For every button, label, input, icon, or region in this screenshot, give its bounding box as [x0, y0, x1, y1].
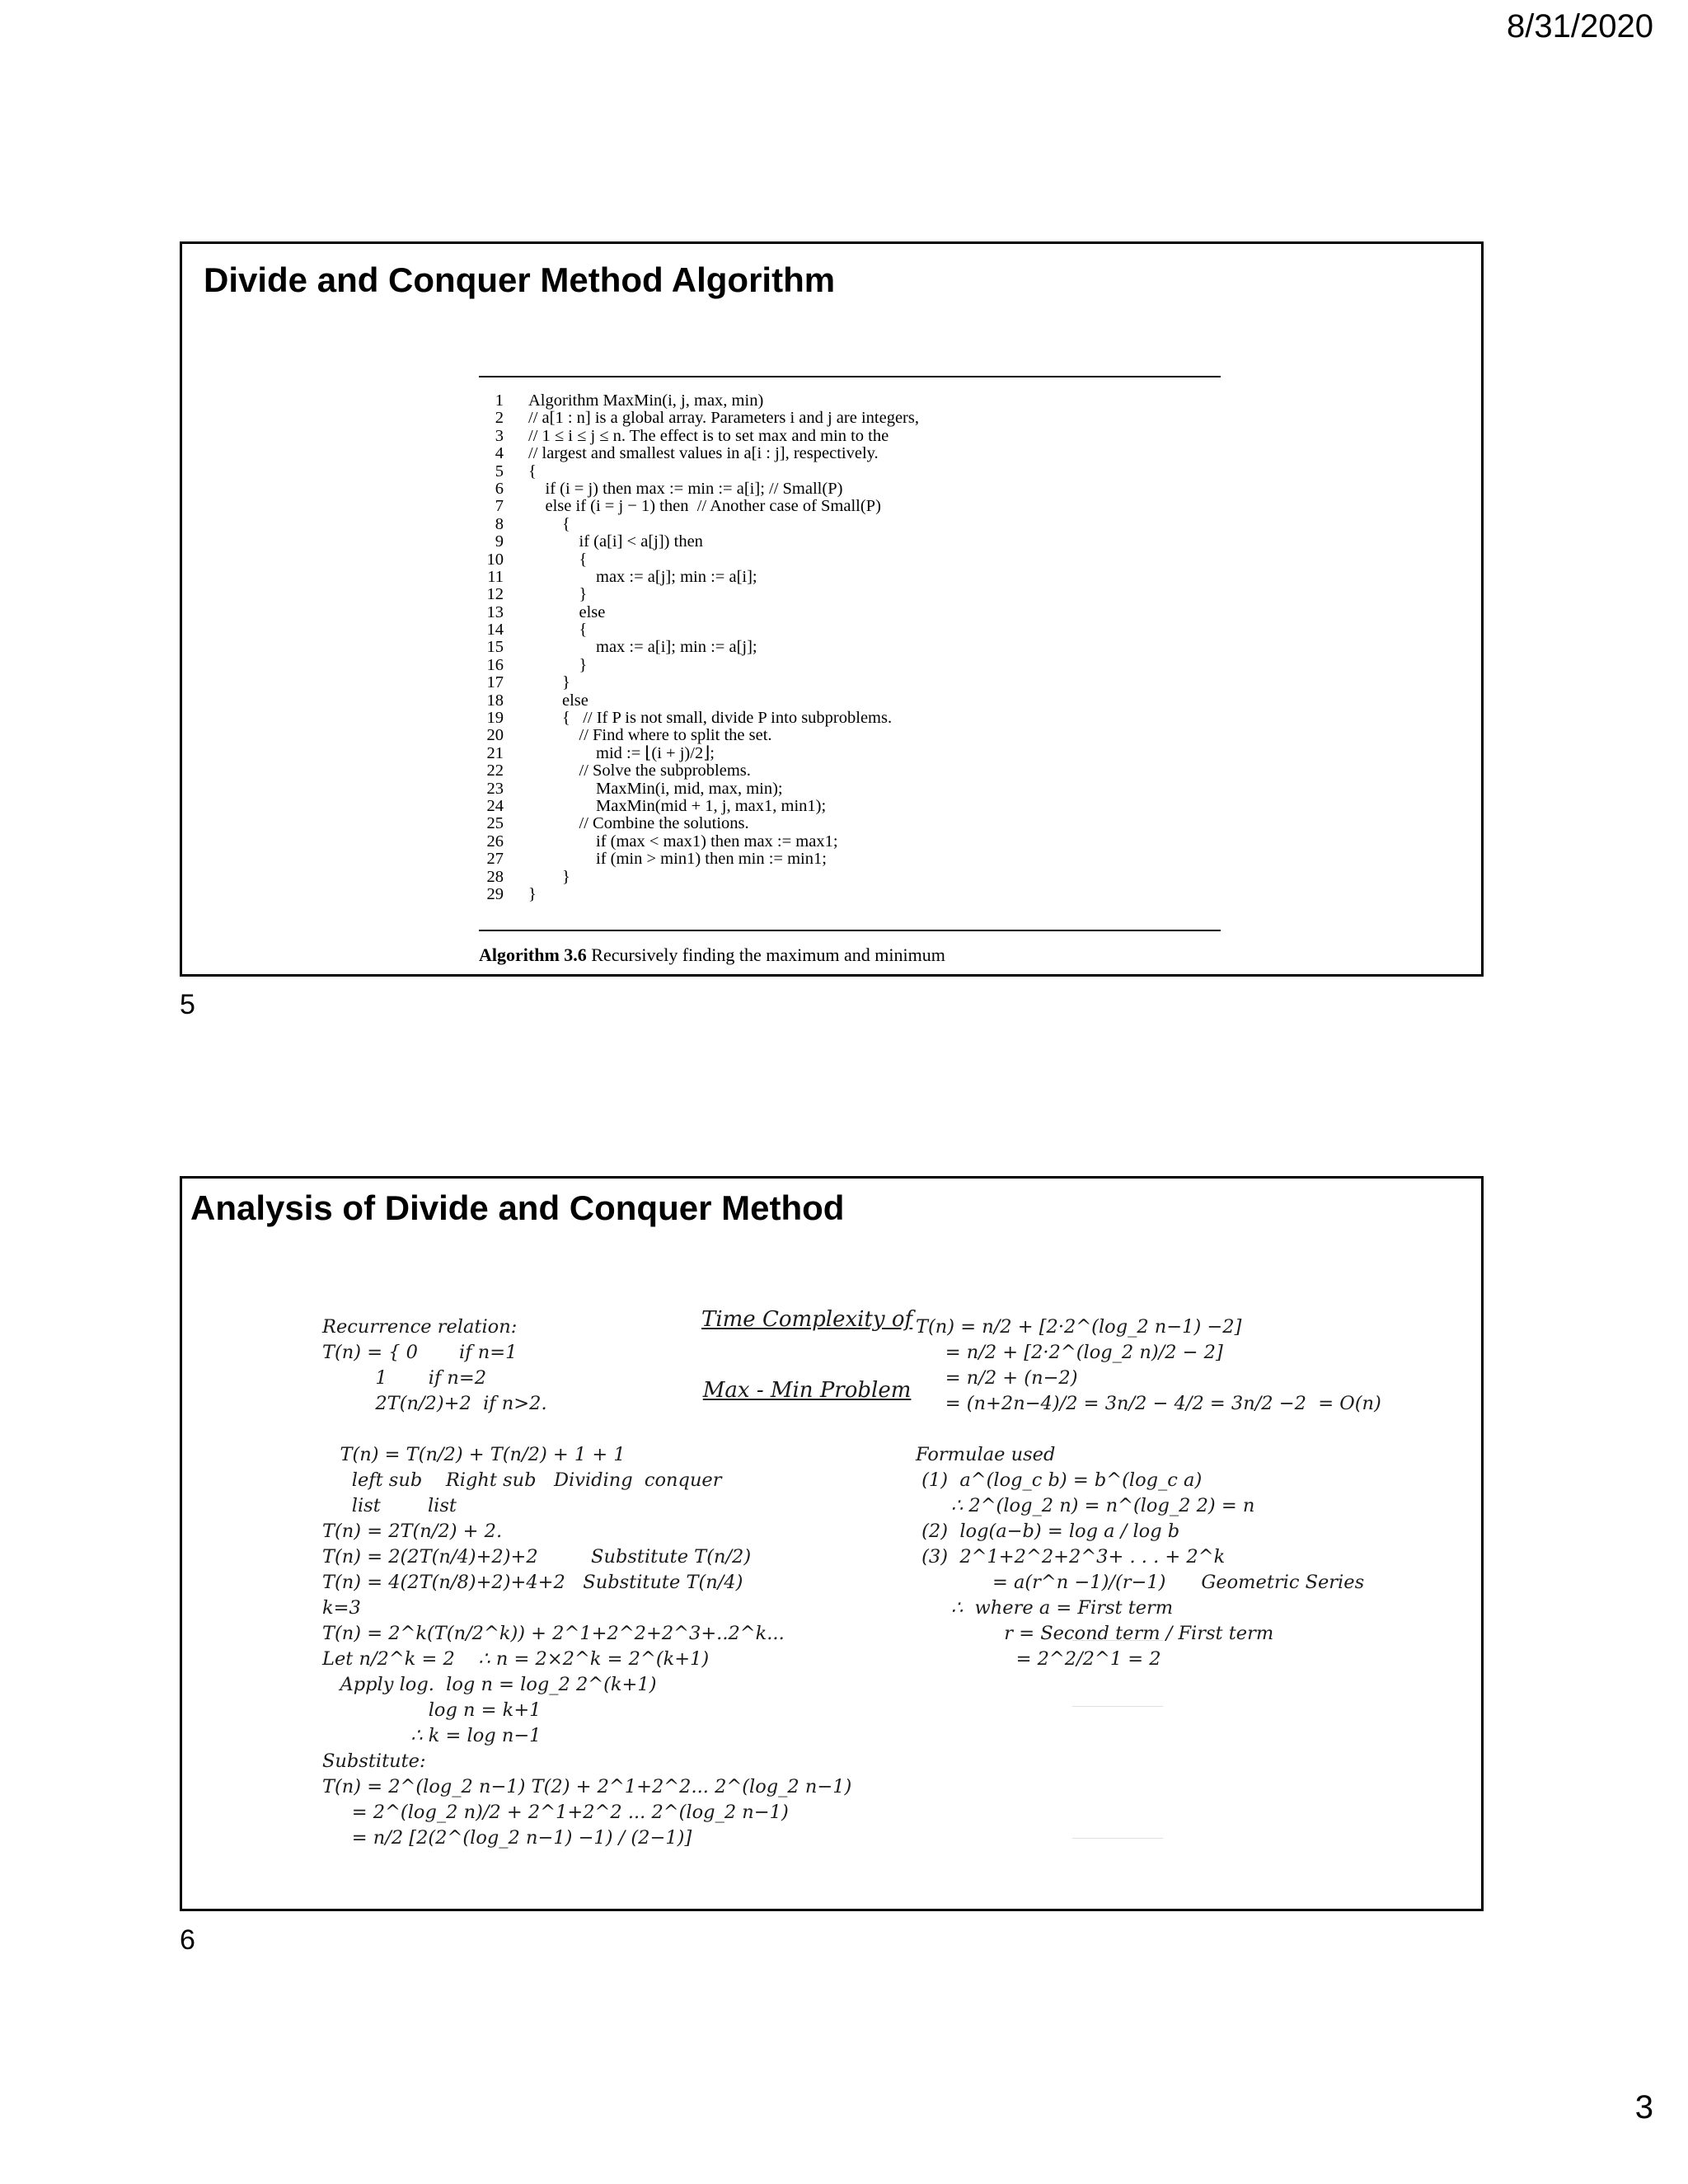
algorithm-line [479, 480, 1221, 498]
line-number: 21 [486, 743, 504, 762]
line-code: } [528, 655, 588, 674]
line-code: Algorithm MaxMin(i, j, max, min) [528, 391, 764, 410]
caption-text: Recursively finding the maximum and minimum [591, 944, 945, 965]
heading-line-1: Time Complexity of [701, 1307, 913, 1333]
line-code: mid := ⌊(i + j)/2⌋; [528, 743, 715, 762]
bottom-rule [479, 930, 1221, 931]
line-code: if (min > min1) then min := min1; [528, 850, 827, 869]
algorithm-line [479, 692, 1221, 710]
line-code: MaxMin(mid + 1, j, max1, min1); [528, 796, 827, 815]
line-code: { // If P is not small, divide P into subproblems. [528, 709, 893, 728]
slide-analysis [180, 1176, 1484, 1911]
algorithm-line [479, 639, 1221, 656]
algorithm-listing [479, 376, 1221, 965]
line-number: 26 [486, 832, 504, 851]
algorithm-line [479, 586, 1221, 603]
line-code: max := a[i]; min := a[j]; [528, 638, 757, 657]
line-number: 24 [486, 796, 504, 815]
line-code: } [528, 585, 588, 604]
algorithm-line [479, 569, 1221, 586]
algorithm-line [479, 710, 1221, 727]
line-code: else [528, 602, 606, 621]
ruled-line [1072, 1640, 1163, 1641]
ruled-line [1072, 1706, 1163, 1707]
line-number: 28 [486, 867, 504, 886]
line-number: 10 [486, 550, 504, 569]
slide-title: Divide and Conquer Method Algorithm [204, 260, 836, 299]
algorithm-line [479, 851, 1221, 868]
algorithm-line [479, 886, 1221, 903]
line-code: max := a[j]; min := a[i]; [528, 567, 757, 586]
algorithm-line [479, 798, 1221, 815]
algorithm-line [479, 604, 1221, 621]
line-number: 16 [486, 655, 504, 674]
line-code: // largest and smallest values in a[i : j], respectively. [528, 444, 879, 463]
line-number: 22 [486, 762, 504, 780]
algorithm-line [479, 463, 1221, 480]
line-number: 1 [495, 391, 504, 410]
algorithm-line [479, 780, 1221, 798]
line-code: // 1 ≤ i ≤ j ≤ n. The effect is to set max and min to the [528, 426, 889, 445]
line-number: 15 [486, 638, 504, 657]
line-code: { [528, 514, 570, 533]
algorithm-line [479, 392, 1221, 410]
line-code: else [528, 691, 588, 710]
line-code: if (i = j) then max := min := a[i]; // Small(P) [528, 479, 843, 498]
line-number: 20 [486, 726, 504, 745]
line-number: 14 [486, 621, 504, 640]
slide-algorithm [180, 241, 1484, 977]
algorithm-line [479, 498, 1221, 515]
algorithm-line [479, 516, 1221, 533]
slide-title: Analysis of Divide and Conquer Method [190, 1188, 845, 1227]
line-number: 3 [495, 426, 504, 445]
line-number: 27 [486, 850, 504, 869]
slide-number: 6 [180, 1924, 195, 1956]
algorithm-line [479, 445, 1221, 462]
handwritten-right-column: T(n) = n/2 + [2·2^(log_2 n−1) −2] = n/2 + [2·2^(log_2 n)/2 − 2] = n/2 + (n−2) = (n+2n−4)/2 = 3n/2 − 4/2 = 3n/2 −2 = O(n) Formulae used (1) a^(log_c b) = b^(log_c a) ∴ 2^(log_2 n) = n^(log_2 2) = n (2) log(a−b) = log a / log b (3) 2^1+2^2+2^3+ . . . + 2^k = a(r^n −1)/(r−1) Geometric Series ∴ where a = First term r = Second term / First term = 2^2/2^1 = 2 [916, 1316, 1381, 1670]
line-number: 18 [486, 691, 504, 710]
heading-line-2: Max - Min Problem [702, 1377, 912, 1403]
line-code: MaxMin(i, mid, max, min); [528, 779, 783, 798]
line-code: } [528, 867, 570, 886]
page-date: 8/31/2020 [1507, 8, 1653, 45]
algorithm-line [479, 745, 1221, 762]
line-number: 5 [495, 462, 504, 480]
algorithm-line [479, 410, 1221, 427]
line-number: 12 [486, 585, 504, 604]
algorithm-line [479, 428, 1221, 445]
line-code: } [528, 673, 570, 692]
line-number: 8 [495, 514, 504, 533]
algorithm-line [479, 833, 1221, 851]
line-code: // Solve the subproblems. [528, 762, 751, 780]
page-number: 3 [1634, 2089, 1653, 2125]
algorithm-line [479, 727, 1221, 744]
handwritten-left-column: Recurrence relation: T(n) = { 0 if n=1 1 if n=2 2T(n/2)+2 if n>2. T(n) = T(n/2) + T(n/2) + 1 + 1 left sub Right sub Dividing conquer list list T(n) = 2T(n/2) + 2. T(n) = 2(2T(n/4)+2)+2 Substitute T(n/2) T(n) = 4(2T(n/8)+2)+4+2 Substitute T(n/4) k=3 T(n) = 2^k(T(n/2^k)) + 2^1+2^2+2^3+..2^k... Let n/2^k = 2 ∴ n = 2×2^k = 2^(k+1) Apply log. log n = log_2 2^(k+1) log n = k+1 ∴ k = log n−1 Substitute: T(n) = 2^(log_2 n−1) T(2) + 2^1+2^2... 2^(log_2 n−1) = 2^(log_2 n)/2 + 2^1+2^2 ... 2^(log_2 n−1) = n/2 [2(2^(log_2 n−1) −1) / (2−1)] [322, 1316, 852, 1849]
line-code: if (max < max1) then max := max1; [528, 832, 838, 851]
line-number: 2 [495, 409, 504, 428]
line-number: 13 [486, 602, 504, 621]
line-code: else if (i = j − 1) then // Another case of Small(P) [528, 497, 881, 516]
algorithm-line [479, 762, 1221, 780]
line-number: 4 [495, 444, 504, 463]
line-number: 23 [486, 779, 504, 798]
line-number: 7 [495, 497, 504, 516]
line-code: // a[1 : n] is a global array. Parameters i and j are integers, [528, 409, 919, 428]
line-number: 9 [495, 532, 504, 551]
line-number: 17 [486, 673, 504, 692]
line-code: // Combine the solutions. [528, 814, 749, 833]
algorithm-lines [479, 392, 1221, 903]
line-number: 29 [486, 884, 504, 903]
caption-label: Algorithm 3.6 [479, 944, 587, 965]
line-code: if (a[i] < a[j]) then [528, 532, 703, 551]
line-number: 6 [495, 479, 504, 498]
line-code: } [528, 884, 537, 903]
line-code: { [528, 462, 537, 480]
ruled-line [1072, 1838, 1163, 1839]
algorithm-line [479, 869, 1221, 886]
line-number: 11 [487, 567, 504, 586]
line-number: 25 [486, 814, 504, 833]
line-code: { [528, 550, 588, 569]
algorithm-line [479, 533, 1221, 551]
algorithm-caption [479, 944, 945, 966]
algorithm-line [479, 815, 1221, 832]
algorithm-line [479, 674, 1221, 691]
line-code: { [528, 621, 588, 640]
slide-number: 5 [180, 989, 195, 1020]
top-rule [479, 376, 1221, 377]
algorithm-line [479, 621, 1221, 639]
line-number: 19 [486, 709, 504, 728]
line-code: // Find where to split the set. [528, 726, 772, 745]
algorithm-line [479, 657, 1221, 674]
algorithm-line [479, 551, 1221, 569]
